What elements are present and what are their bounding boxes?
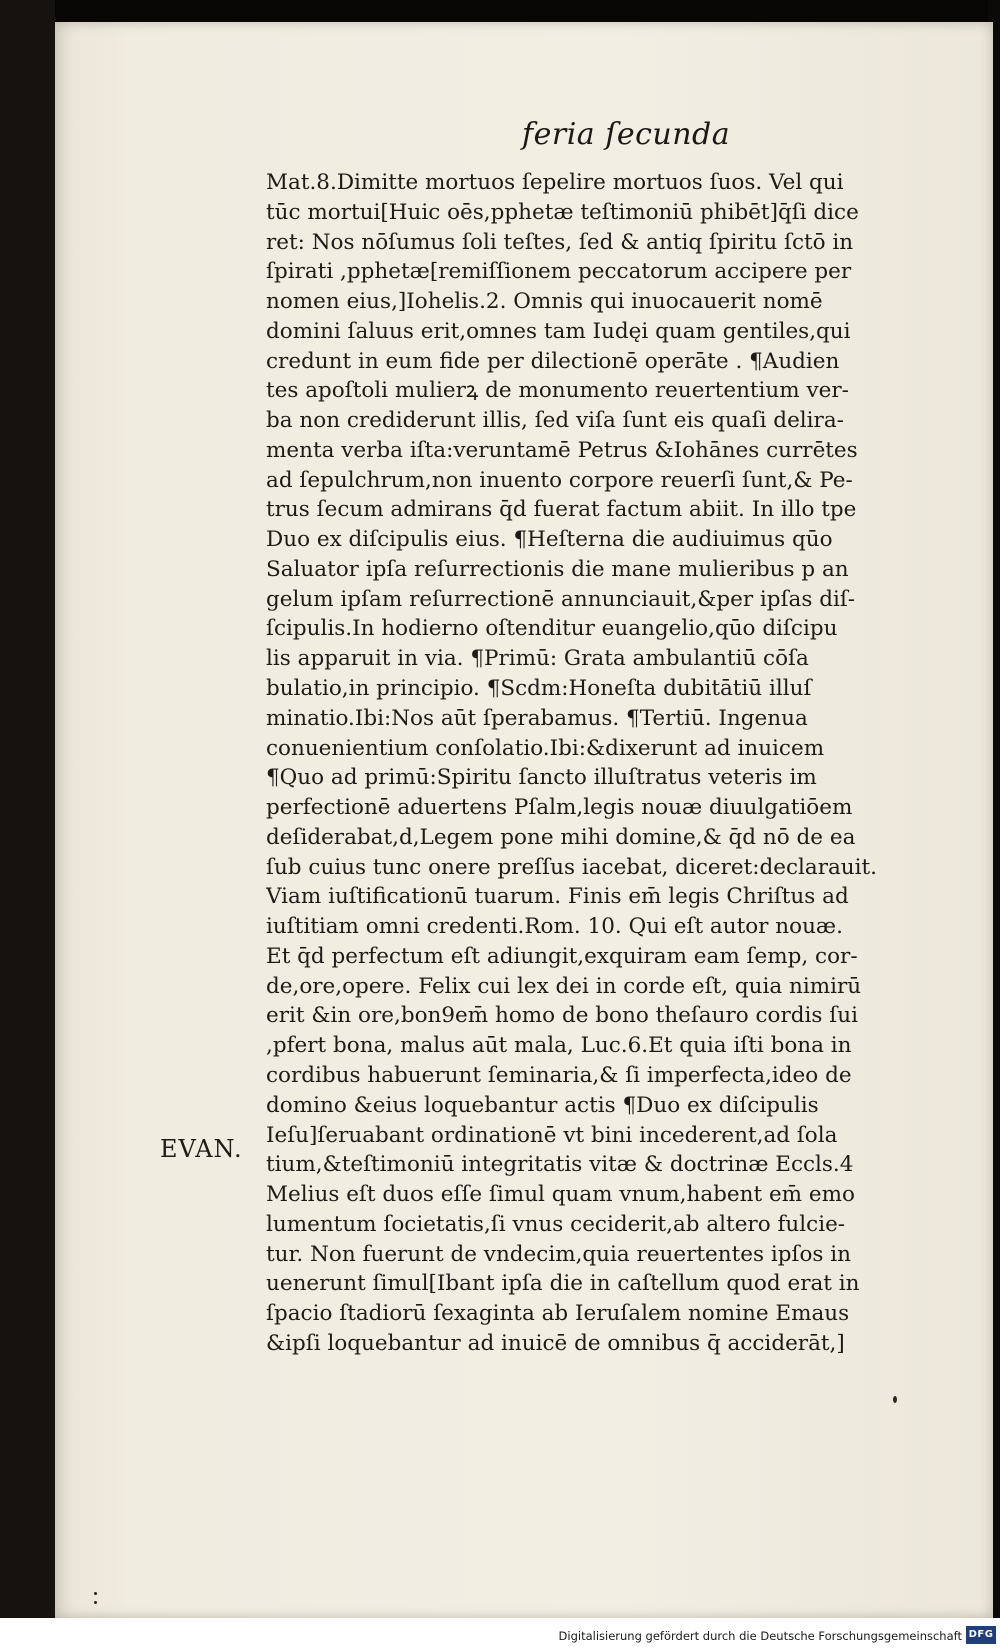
text-line: de,ore,opere. Felix cui lex dei in corde eſt, quia nimirū (266, 973, 862, 999)
text-line: ,pfert bona, malus aūt mala, Luc.6.Et quia iſti bona in (266, 1033, 852, 1059)
text-line: credunt in eum fide per dilectionē operāte . ¶Audien (266, 348, 840, 374)
text-line: conuenientium conſolatio.Ibi:&dixerunt ad inuicem (266, 735, 825, 761)
text-line: lumentum ſocietatis,ſi vnus ceciderit,ab altero fulcie- (266, 1211, 846, 1237)
ink-speck (94, 1601, 97, 1604)
text-line: ſpacio ſtadiorū ſexaginta ab Ieruſalem nomine Emaus (266, 1301, 850, 1327)
ink-speck (893, 1396, 897, 1403)
text-line: cordibus habuerunt ſeminaria,& ſi imperfecta,ideo de (266, 1062, 852, 1088)
margin-note: EVAN. (160, 1135, 243, 1163)
dfg-logo-icon: DFG (966, 1626, 996, 1644)
text-line: uenerunt ſimul[Ibant ipſa die in caſtellum quod erat in (266, 1271, 860, 1297)
text-line: erit &in ore,bon9em̄ homo de bono theſauro cordis ſui (266, 1003, 858, 1029)
text-line: ret: Nos nōſumus ſoli teſtes, ſed & antiq ſpiritu ſctō in (266, 229, 854, 255)
text-line: nomen eius,]Iohelis.2. Omnis qui inuocauerit nomē (266, 289, 823, 315)
text-line: &ipſi loquebantur ad inuicē de omnibus q̄ acciderāt,] (266, 1330, 845, 1356)
text-line: Melius eſt duos eſſe ſimul quam vnum,habent em̄ emo (266, 1182, 855, 1208)
digitization-footer (0, 1618, 1000, 1651)
text-line: tes apoſtoli mulierꝝ de monumento reuertentium ver- (266, 378, 849, 404)
text-line: ad ſepulchrum,non inuento corpore reuerſi ſunt,& Pe- (266, 467, 853, 493)
ink-speck (94, 1592, 97, 1595)
running-header: feria ſecunda (522, 117, 731, 152)
text-line: tur. Non fuerunt de vndecim,quia reuertentes ipſos in (266, 1241, 851, 1267)
text-line: Viam iuſtificationū tuarum. Finis em̄ legis Chriſtus ad (266, 884, 849, 910)
text-line: menta verba iſta:veruntamē Petrus &Iohānes currētes (266, 437, 858, 463)
text-line: domino &eius loquebantur actis ¶Duo ex diſcipulis (266, 1092, 819, 1118)
funding-credit: Digitalisierung gefördert durch die Deutsche Forschungsgemeinschaft (558, 1629, 962, 1643)
text-line: gelum ipſam reſurrectionē annunciauit,&per ipſas diſ- (266, 586, 856, 612)
text-line: tūc mortui[Huic oēs,pphetæ teſtimoniū phibēt]q̄ſi dice (266, 199, 859, 225)
scan-top-border (0, 0, 1000, 22)
text-line: Et q̄d perfectum eſt adiungit,exquiram eam ſemp, cor- (266, 943, 858, 969)
text-line: deſiderabat,d,Legem pone mihi domine,& q̄d nō de ea (266, 824, 856, 850)
text-line: tium,&teſtimoniū integritatis vitæ & doctrinæ Eccls.4 (266, 1152, 854, 1178)
text-line: minatio.Ibi:Nos aūt ſperabamus. ¶Tertiū. Ingenua (266, 705, 808, 731)
text-line: Mat.8.Dimitte mortuos ſepelire mortuos ſuos. Vel qui (266, 170, 844, 195)
text-line: ſub cuius tunc onere preſſus iacebat, diceret:declarauit. (266, 854, 877, 880)
text-line: ¶Quo ad primū:Spiritu ſancto illuſtratus veteris im (266, 765, 817, 791)
text-line: perfectionē aduertens Pſalm,legis nouæ diuulgatiōem (266, 795, 853, 821)
text-line: Duo ex diſcipulis eius. ¶Heſterna die audiuimus qūo (266, 527, 833, 553)
body-text (266, 168, 942, 1368)
text-line: trus ſecum admirans q̄d fuerat factum abiit. In illo tpe (266, 497, 857, 523)
text-line: domini ſaluus erit,omnes tam Iudęi quam gentiles,qui (266, 318, 851, 344)
text-line: ſcipulis.In hodierno oſtenditur euangelio,qūo diſcipu (266, 616, 838, 642)
text-line: ſpirati ,pphetæ[remiſſionem peccatorum accipere per (266, 259, 852, 285)
text-line: Ieſu]ſeruabant ordinationē vt bini incederent,ad ſola (266, 1122, 838, 1148)
text-line: lis apparuit in via. ¶Primū: Grata ambulantiū cōſa (266, 646, 809, 672)
text-line: bulatio,in principio. ¶Scdm:Honeſta dubitātiū illuſ (266, 676, 812, 702)
text-line: iuſtitiam omni credenti.Rom. 10. Qui eſt autor nouæ. (266, 914, 843, 940)
text-line: Saluator ipſa reſurrectionis die mane mulieribus p an (266, 556, 849, 582)
scan-left-border (0, 0, 55, 1651)
text-line: ba non crediderunt illis, ſed viſa ſunt eis quaſi delira- (266, 408, 844, 434)
